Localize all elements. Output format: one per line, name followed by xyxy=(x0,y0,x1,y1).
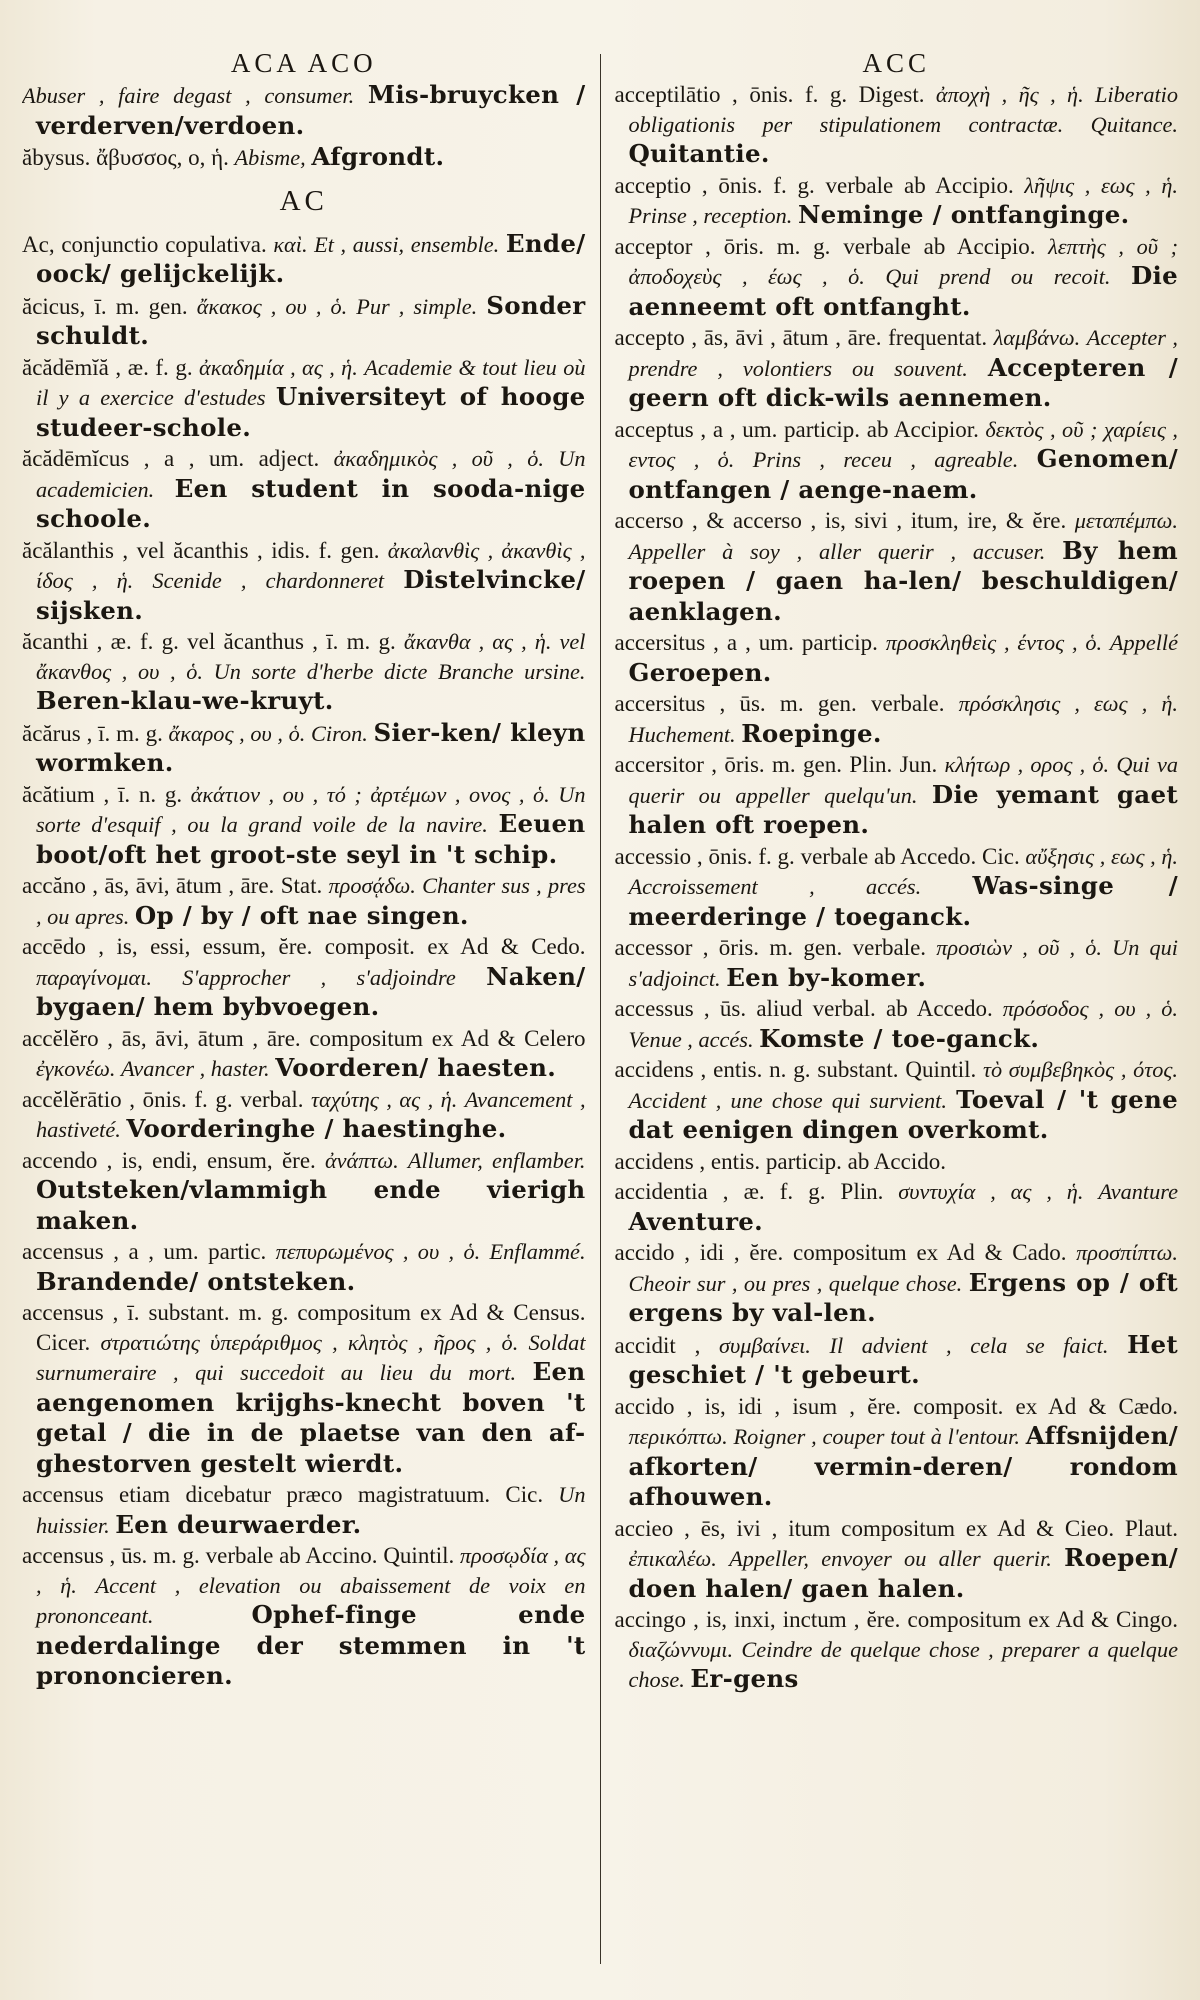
greek-gloss: ἀκάτιον , ου , τό ; ἀρτέμων , ονος , ὁ. xyxy=(190,781,550,807)
greek-gloss: ἀνάπτω. xyxy=(324,1147,399,1173)
greek-gloss: αὔξησις , εως , ἡ. xyxy=(1025,843,1178,869)
entry-headword: accerso , & accerso , is, sivi , itum, ire, & ĕre. xyxy=(614,508,1067,533)
greek-gloss: κλήτωρ , ορος , ὁ. xyxy=(944,752,1110,777)
dutch-gloss: Roepen/ doen halen/ gaen halen. xyxy=(628,1543,1178,1603)
french-gloss: Avanture xyxy=(1098,1179,1178,1204)
dutch-gloss: Een aengenomen krijghs-knecht boven 't getal / die in de plaetse van den af-ghestorven gestelt wierdt. xyxy=(36,1357,586,1478)
dictionary-entry xyxy=(615,628,1179,688)
dutch-gloss: Die aenneemt oft ontfanght. xyxy=(628,261,1178,321)
entry-headword: accendo , is, endi, ensum, ĕre. xyxy=(22,1147,316,1173)
dutch-gloss: Toeval / 't gene dat eenigen dingen overkomt. xyxy=(628,1084,1178,1144)
dictionary-entry xyxy=(22,80,586,141)
dictionary-entry xyxy=(22,536,586,627)
french-gloss: Un sorte d'esquif , ou la grand voile de la navire. xyxy=(36,781,586,837)
french-gloss: Un qui s'adjoinct. xyxy=(628,935,1178,991)
greek-gloss: τὸ συμβεβηκὸς , ότος. xyxy=(982,1057,1178,1082)
french-gloss: Academie & tout lieu où il y a exercice d'estudes xyxy=(36,354,586,410)
dutch-gloss: Distelvincke/ sijsken. xyxy=(36,565,586,625)
dictionary-entry xyxy=(22,932,586,1023)
entry-headword: ăcălanthis , vel ăcanthis , idis. f. gen. xyxy=(22,537,380,563)
dictionary-entry xyxy=(615,1177,1179,1237)
french-gloss: Venue , accés. xyxy=(628,1026,754,1052)
left-top-entries xyxy=(22,80,586,173)
dutch-gloss: Er-gens xyxy=(690,1664,799,1693)
dutch-gloss: Geroepen. xyxy=(628,657,772,687)
greek-gloss: προσᾴδω. xyxy=(328,873,416,898)
greek-gloss: ἐγκονέω. xyxy=(36,1056,116,1081)
dictionary-entry xyxy=(615,415,1179,506)
french-gloss: Avancement , hastiveté. xyxy=(36,1086,586,1142)
greek-gloss: λῆψις , εως , ἡ. xyxy=(1024,172,1178,198)
dictionary-entry xyxy=(615,80,1179,170)
greek-gloss: προσῳδία , ας , ἡ. xyxy=(36,1543,586,1598)
dictionary-entry xyxy=(615,1392,1179,1513)
dutch-gloss: Afgrondt. xyxy=(311,142,445,171)
french-gloss: S'approcher , s'adjoindre xyxy=(182,964,456,990)
dutch-gloss: Die yemant gaet halen oft roepen. xyxy=(628,779,1178,839)
french-gloss: Pur , simple. xyxy=(356,293,478,319)
dutch-gloss: Quitantie. xyxy=(628,139,770,168)
entry-headword: accersitor , ōris. m. gen. Plin. Jun. xyxy=(614,752,938,777)
entry-headword: accersitus , ūs. m. gen. verbale. xyxy=(614,691,945,716)
entry-headword: accensus , a , um. partic. xyxy=(22,1239,267,1264)
dutch-gloss: Mis-bruycken / verderven/verdoen. xyxy=(36,80,586,140)
greek-gloss: ἄκανθα , ας , ἡ. vel ἄκανθος , ου , ὁ. xyxy=(36,629,586,684)
french-gloss: Appeller, envoyer ou aller querir. xyxy=(729,1546,1052,1571)
french-gloss: Liberatio obligationis per stipulationem contractæ. Quitance. xyxy=(628,82,1178,137)
dictionary-entry xyxy=(22,353,586,444)
french-gloss: Allumer, enflamber. xyxy=(407,1147,586,1173)
dutch-gloss: Sier-ken/ kleyn wormken. xyxy=(36,717,586,777)
entry-headword: accidens , entis. particip. ab Accido. xyxy=(614,1148,946,1174)
french-gloss: Un huissier. xyxy=(36,1482,586,1538)
entry-headword: accersitus , a , um. particip. xyxy=(614,630,878,655)
dictionary-entry xyxy=(22,229,586,290)
entry-headword: ăcătium , ī. n. g. xyxy=(22,781,183,807)
french-gloss: Accident , une chose qui survient. xyxy=(628,1087,947,1113)
dutch-gloss: Op / by / oft nae singen. xyxy=(134,900,469,930)
dictionary-entry xyxy=(615,842,1179,933)
dutch-gloss: Ergens op / oft ergens by val-len. xyxy=(628,1267,1178,1327)
dutch-gloss: Affsnijden/ afkorten/ vermin-deren/ rondom afhouwen. xyxy=(628,1421,1178,1511)
dutch-gloss: Brandende/ ontsteken. xyxy=(36,1266,356,1296)
dutch-gloss: Was-singe / meerderinge / toeganck. xyxy=(628,871,1178,931)
dutch-gloss: By hem roepen / gaen ha-len/ beschuldigen/ aenklagen. xyxy=(628,535,1178,626)
greek-gloss: λαμβάνω. xyxy=(993,325,1081,350)
dictionary-entry xyxy=(615,689,1179,749)
french-gloss: Huchement. xyxy=(628,721,736,747)
dutch-gloss: Een by-komer. xyxy=(726,962,927,992)
french-gloss: Appeller à soy , aller querir , accuser. xyxy=(628,538,1046,564)
dutch-gloss: Accepteren / geern oft dick-wils aennemen. xyxy=(628,352,1178,412)
french-gloss: Ciron. xyxy=(311,720,368,746)
running-head-left: ACA ACO xyxy=(230,48,377,78)
french-gloss: Cheoir sur , ou pres , quelque chose. xyxy=(628,1270,963,1296)
entry-headword: accĕlĕro , ās, āvi, ātum , āre. compositum ex Ad & Celero xyxy=(22,1025,586,1051)
greek-gloss: συμβαίνει. xyxy=(719,1332,811,1358)
dictionary-entry xyxy=(22,1024,586,1084)
dictionary-entry xyxy=(22,444,586,535)
entry-headword: accensus etiam dicebatur præco magistratuum. Cic. xyxy=(22,1482,544,1507)
entry-headword: acceptio , ōnis. f. g. verbale ab Accipio. xyxy=(614,172,1014,198)
entry-headword: accessio , ōnis. f. g. verbale ab Accedo. Cic. xyxy=(614,843,1020,869)
entry-headword: accĕlĕrātio , ōnis. f. g. verbal. xyxy=(22,1086,304,1112)
entry-headword: Ac, conjunctio copulativa. xyxy=(22,231,267,257)
greek-gloss: συντυχία , ας , ἡ. xyxy=(898,1179,1084,1204)
dutch-gloss: Ende/ oock/ gelijckelijk. xyxy=(36,228,586,288)
greek-gloss: διαζώννυμι. xyxy=(628,1636,734,1662)
dictionary-entry xyxy=(615,1238,1179,1329)
dictionary-entry xyxy=(615,1605,1179,1695)
dutch-gloss: Een deurwaerder. xyxy=(115,1509,362,1539)
entry-headword: ăcanthi , æ. f. g. vel ăcanthus , ī. m. g. xyxy=(22,629,396,654)
section-heading: AC xyxy=(279,184,328,217)
entry-headword: ăcărus , ī. m. g. xyxy=(22,720,163,746)
dutch-gloss: Ophef-finge ende nederdalinge der stemmen in 't prononcieren. xyxy=(36,1600,586,1690)
french-gloss: Prins , receu , agreable. xyxy=(752,447,1019,472)
dutch-gloss: Een student in sooda-nige schoole. xyxy=(36,473,586,533)
entry-headword: accidentia , æ. f. g. Plin. xyxy=(614,1179,884,1204)
entry-headword: accieo , ēs, ivi , itum compositum ex Ad & Cieo. Plaut. xyxy=(614,1515,1178,1541)
entry-headword: ăcădēmĭă , æ. f. g. xyxy=(22,354,193,380)
french-gloss: Prinse , reception. xyxy=(628,203,793,228)
dictionary-entry xyxy=(22,291,586,352)
entry-headword: accido , idi , ĕre. compositum ex Ad & Cado. xyxy=(614,1240,1067,1265)
dictionary-entry xyxy=(615,506,1179,627)
dictionary-entry xyxy=(22,1146,586,1237)
dutch-gloss: Naken/ bygaen/ hem bybvoegen. xyxy=(36,961,586,1021)
dictionary-entry xyxy=(22,627,586,717)
dutch-gloss: Roepinge. xyxy=(741,718,882,748)
dutch-gloss: Het geschiet / 't gebeurt. xyxy=(628,1329,1178,1389)
greek-gloss: ἀκαδημία , ας , ἡ. xyxy=(199,354,358,380)
greek-gloss: πρόσοδος , ου , ὁ. xyxy=(1002,996,1178,1021)
entry-headword: accensus , ūs. m. g. verbale ab Accino. Quintil. xyxy=(22,1543,455,1568)
entry-headword: ăcicus, ī. m. gen. xyxy=(22,293,188,319)
french-gloss: Chanter sus , pres , ou apres. xyxy=(36,873,586,929)
dutch-gloss: Voorderinghe / haestinghe. xyxy=(126,1114,507,1143)
two-column-layout xyxy=(22,48,1178,1974)
greek-gloss: πεπυρωμένος , ου , ὁ. xyxy=(275,1239,481,1264)
entry-headword: acceptilātio , ōnis. f. g. Digest. xyxy=(614,82,925,107)
greek-gloss: ἄκακος , ου , ὁ. xyxy=(196,293,348,319)
greek-gloss: δεκτὸς , οῦ ; χαρίεις , εντος , ὁ. xyxy=(628,416,1178,472)
greek-gloss: λεπτὴς , οῦ ; ἀποδοχεὺς , έως , ὁ. xyxy=(628,233,1178,289)
dutch-gloss: Sonder schuldt. xyxy=(36,290,586,350)
entry-headword: ăcădēmĭcus , a , um. adject. xyxy=(22,446,320,471)
french-gloss: Accepter , prendre , volontiers ou souvent. xyxy=(628,325,1178,381)
dictionary-entry xyxy=(615,232,1179,323)
dictionary-entry xyxy=(615,750,1179,841)
entry-headword: accepto , ās, āvi , ātum , āre. frequentat. xyxy=(614,325,988,350)
running-head-right: ACC xyxy=(862,48,931,78)
dictionary-entry xyxy=(615,1514,1179,1605)
greek-gloss: πρόσκλησις , εως , ἡ. xyxy=(958,691,1178,716)
greek-gloss: προσιὼν , οῦ , ὁ. xyxy=(936,935,1102,960)
french-gloss: Scenide , chardonneret xyxy=(152,568,385,593)
entry-headword: accensus , ī. substant. m. g. compositum ex Ad & Census. Cicer. xyxy=(22,1300,586,1355)
dutch-gloss: Aventure. xyxy=(628,1206,764,1236)
dictionary-entry xyxy=(615,1147,1179,1177)
french-gloss: Et , aussi, ensemble. xyxy=(314,231,500,257)
french-gloss: Qui prend ou recoit. xyxy=(885,264,1111,289)
french-gloss: Abisme, xyxy=(234,145,306,170)
greek-gloss: περικόπτω. xyxy=(628,1424,728,1449)
right-column xyxy=(601,48,1179,1974)
greek-gloss: ταχύτης , ας , ἡ. xyxy=(311,1086,458,1112)
french-gloss: Appellé xyxy=(1109,630,1178,655)
dutch-gloss: Outsteken/vlammigh ende vierigh maken. xyxy=(36,1175,586,1235)
entry-headword: accido , is, idi , isum , ĕre. composit. ex Ad & Cædo. xyxy=(614,1393,1178,1419)
dutch-gloss: Komste / toe-ganck. xyxy=(759,1023,1040,1053)
dictionary-entry xyxy=(22,142,586,173)
entry-headword: acceptor , ōris. m. g. verbale ab Accipio. xyxy=(614,233,1036,259)
french-gloss: Abuser , faire degast , consumer. xyxy=(22,83,355,108)
greek-gloss: ἀποχὴ , ῆς , ἡ. xyxy=(935,82,1084,107)
french-gloss: Accroissement , accés. xyxy=(628,874,922,899)
entry-headword: accidit , xyxy=(614,1332,701,1358)
french-gloss: Enflammé. xyxy=(489,1239,586,1264)
dutch-gloss: Voorderen/ haesten. xyxy=(275,1053,557,1082)
greek-gloss: ἀκαδημικὸς , οῦ , ὁ. xyxy=(333,446,544,471)
french-gloss: Avancer , haster. xyxy=(121,1056,270,1081)
greek-gloss: παραγίνομαι. xyxy=(36,964,152,990)
greek-gloss: προσπίπτω. xyxy=(1076,1240,1178,1265)
dictionary-entry xyxy=(615,323,1179,414)
greek-gloss: ἄκαρος , ου , ὁ. xyxy=(168,720,306,746)
dictionary-entry xyxy=(22,1085,586,1145)
entry-headword: ăbysus. ἄβυσσος, ο, ἡ. xyxy=(22,145,229,170)
greek-gloss: προσκληθεὶς , έντος , ὁ. xyxy=(885,630,1103,655)
left-entry-list xyxy=(22,229,586,1692)
dutch-gloss: Universiteyt of hooge studeer-schole. xyxy=(36,382,586,442)
french-gloss: Il advient , cela se faict. xyxy=(829,1332,1109,1358)
dictionary-entry xyxy=(615,1330,1179,1391)
greek-gloss: μεταπέμπω. xyxy=(1074,508,1178,533)
french-gloss: Roigner , couper tout à l'entour. xyxy=(733,1424,1020,1449)
dictionary-entry xyxy=(615,1055,1179,1146)
entry-headword: accingo , is, inxi, inctum , ĕre. compositum ex Ad & Cingo. xyxy=(614,1607,1178,1632)
right-entry-list xyxy=(615,80,1179,1695)
dictionary-entry xyxy=(22,1298,586,1479)
entry-headword: accessus , ūs. aliud verbal. ab Accedo. xyxy=(614,996,993,1021)
entry-headword: accăno , ās, āvi, ātum , āre. Stat. xyxy=(22,873,323,898)
dictionary-entry xyxy=(22,1480,586,1540)
greek-gloss: ἐπικαλέω. xyxy=(628,1546,717,1571)
dutch-gloss: Genomen/ ontfangen / aenge-naem. xyxy=(628,444,1178,504)
entry-headword: accidens , entis. n. g. substant. Quintil. xyxy=(614,1057,977,1082)
dictionary-entry xyxy=(22,1237,586,1297)
dictionary-entry xyxy=(22,1541,586,1692)
french-gloss: Soldat surnumeraire , qui succedoit au lieu du mort. xyxy=(36,1329,586,1385)
greek-gloss: στρατιώτης ὑπεράριθμος , κλητὸς , ῆρος , ὁ. xyxy=(100,1329,519,1355)
french-gloss: Ceindre de quelque chose , preparer a quelque chose. xyxy=(628,1636,1178,1692)
greek-gloss: ἀκαλανθὶς , ἀκανθὶς , ίδος , ἡ. xyxy=(36,537,586,593)
french-gloss: Un sorte d'herbe dicte Branche ursine. xyxy=(213,658,586,684)
dictionary-entry xyxy=(615,933,1179,993)
entry-headword: acceptus , a , um. particip. ab Accipior. xyxy=(614,416,979,442)
dutch-gloss: Beren-klau-we-kruyt. xyxy=(36,686,334,715)
entry-headword: accessor , ōris. m. gen. verbale. xyxy=(614,935,927,960)
dictionary-entry xyxy=(615,994,1179,1054)
dictionary-entry xyxy=(22,780,586,871)
dutch-gloss: Eeuen boot/oft het groot-ste seyl in 't schip. xyxy=(36,809,586,869)
greek-gloss: καὶ. xyxy=(273,231,308,257)
dictionary-entry xyxy=(22,718,586,779)
dictionary-entry xyxy=(615,171,1179,231)
french-gloss: Qui va querir ou appeller quelqu'un. xyxy=(628,752,1178,808)
dictionary-entry xyxy=(22,871,586,931)
french-gloss: Un academicien. xyxy=(36,446,586,502)
left-column xyxy=(22,48,600,1974)
dutch-gloss: Neminge / ontfanginge. xyxy=(797,200,1130,229)
french-gloss: Accent , elevation ou abaissement de voix en prononceant. xyxy=(36,1572,586,1628)
entry-headword: accēdo , is, essi, essum, ĕre. composit. ex Ad & Cedo. xyxy=(22,934,586,959)
